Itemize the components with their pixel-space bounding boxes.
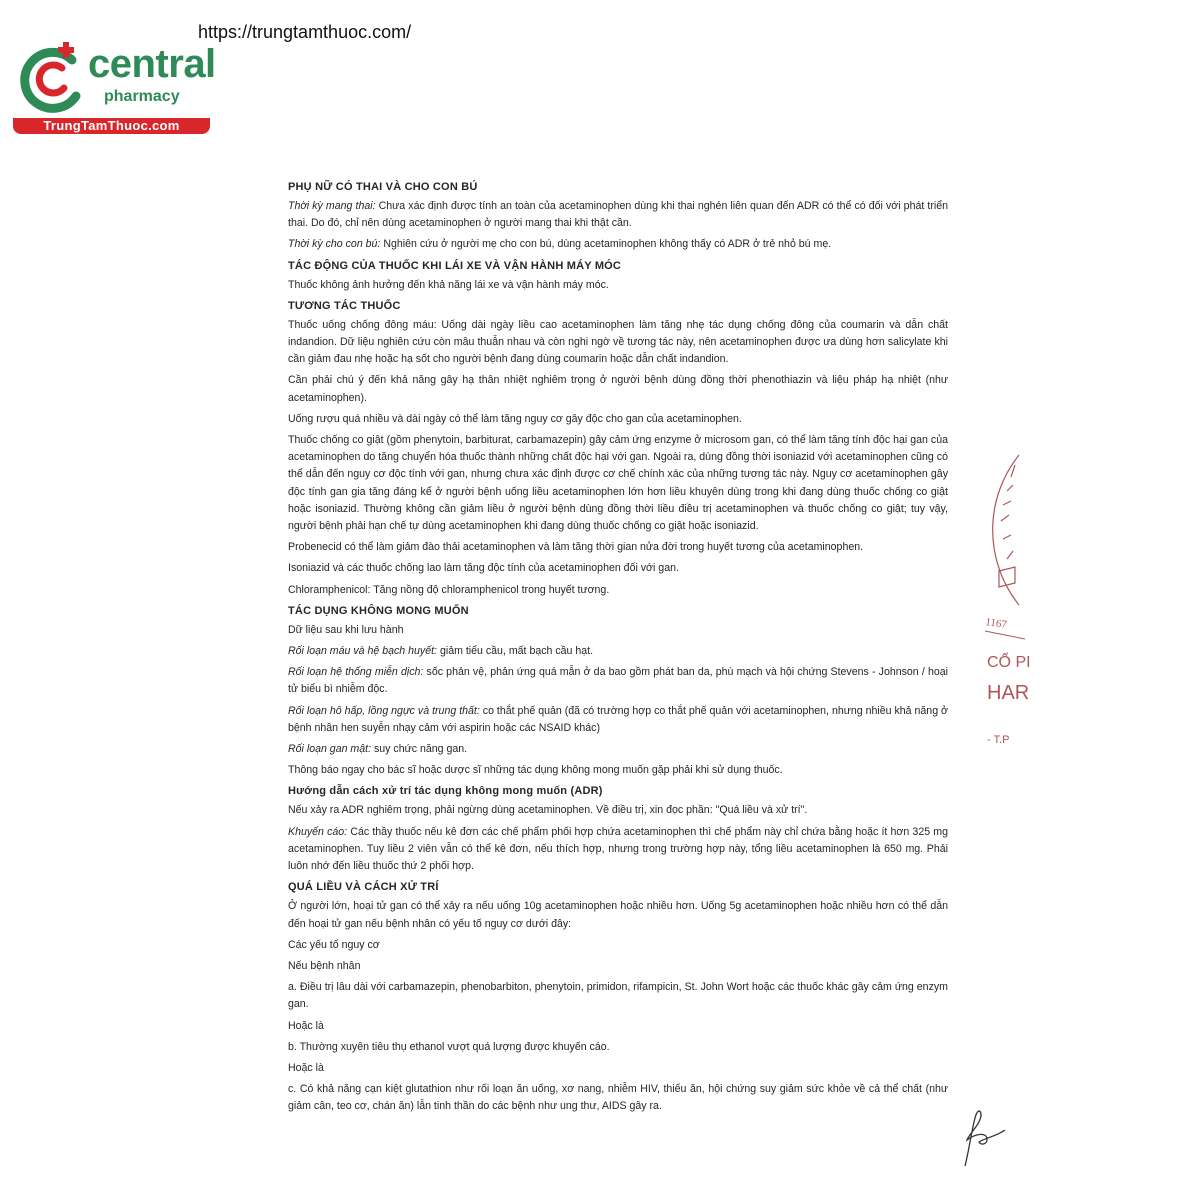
paragraph-text: Nghiên cứu ở người mẹ cho con bú, dùng acetaminophen không thấy có ADR ở trẻ nhỏ bú mẹ.	[380, 238, 832, 251]
paragraph: Dữ liệu sau khi lưu hành	[288, 623, 404, 636]
paragraph-text: Các thầy thuốc nếu kê đơn các chế phẩm phối hợp chứa acetaminophen thì chế phẩm này chỉ chứa bằng hoặc ít hơn 325 mg acetaminophen. Tuy liều 2 viên vẫn có thể kê đơn, nếu thích hợp, nhưng trong trường hợp này, tổng liều acetaminophen là 650 mg. Phải luôn nhớ đến liều thuốc thứ 2 phối hợp.	[288, 825, 948, 873]
logo-banner: TrungTamThuoc.com	[13, 118, 210, 134]
paragraph	[288, 741, 948, 758]
paragraph: Nếu xảy ra ADR nghiêm trọng, phải ngừng dùng acetaminophen. Về điều trị, xin đọc phần: "Quá liều và xử trí".	[288, 804, 808, 817]
paragraph: Hoặc là	[288, 1061, 324, 1074]
stamp-line-company: CỔ PI	[987, 654, 1031, 671]
paragraph: Isoniazid và các thuốc chống lao làm tăng độc tính của acetaminophen đối với gan.	[288, 562, 679, 575]
paragraph: Cần phải chú ý đến khả năng gây hạ thân nhiệt nghiêm trọng ở người bệnh dùng đồng thời phenothiazin và liệu pháp hạ nhiệt (như acetaminophen).	[288, 374, 948, 404]
signature	[955, 1100, 1015, 1170]
paragraph: Ở người lớn, hoại tử gan có thể xảy ra nếu uống 10g acetaminophen hoặc nhiều hơn. Uống 5g acetaminophen hoặc nhiều hơn có thể dẫn đến hoại tử gan nếu bệnh nhân có yếu tố nguy cơ dưới đây:	[288, 900, 948, 930]
section-heading: TƯƠNG TÁC THUỐC	[288, 299, 401, 312]
paragraph	[288, 664, 948, 698]
paragraph: Thuốc uống chống đông máu: Uống dài ngày liều cao acetaminophen làm tăng nhẹ tác dụng chống đông của coumarin và dẫn chất indandion. Dữ liệu nghiên cứu còn mâu thuẫn nhau và còn nghi ngờ về tương tác này, nên acetaminophen được ưa dùng hơn salicylate khi cần giảm đau nhẹ hoặc hạ sốt cho người bệnh đang dùng coumarin hoặc dẫn chất indandion.	[288, 318, 948, 366]
paragraph: Thông báo ngay cho bác sĩ hoặc dược sĩ những tác dụng không mong muốn gặp phải khi sử dụng thuốc.	[288, 764, 783, 777]
paragraph-lead: Rối loạn gan mật:	[288, 743, 372, 756]
paragraph-text: co thắt phế quản (đã có trường hợp co thắt phế quản với acetaminophen, nhưng nhiều khả năng ở bệnh nhân hen suyễn nhạy cảm với aspirin hoặc các NSAID khác)	[288, 704, 948, 734]
stamp-line-pharma: HAR	[987, 682, 1030, 704]
paragraph: Các yếu tố nguy cơ	[288, 938, 380, 951]
paragraph-text: Chưa xác định được tính an toàn của acetaminophen dùng khi thai nghén liên quan đến ADR có thể có đối với phát triển thai. Do đó, chỉ nên dùng acetaminophen ở người mang thai khi thật cần.	[288, 200, 948, 230]
paragraph: Chloramphenicol: Tăng nồng độ chloramphenicol trong huyết tương.	[288, 583, 610, 596]
paragraph: Thuốc không ảnh hưởng đến khả năng lái xe và vận hành máy móc.	[288, 278, 609, 291]
paragraph	[288, 703, 948, 737]
paragraph: Nếu bệnh nhân	[288, 959, 361, 972]
paragraph-lead: Thời kỳ mang thai:	[288, 200, 376, 212]
paragraph: Uống rượu quá nhiều và dài ngày có thể làm tăng nguy cơ gây độc cho gan của acetaminophen.	[288, 412, 742, 425]
paragraph-lead: Rối loạn hệ thống miễn dịch:	[288, 666, 424, 679]
paragraph-text: giảm tiểu cầu, mất bạch cầu hạt.	[437, 645, 594, 658]
paragraph: Thuốc chống co giật (gồm phenytoin, barbiturat, carbamazepin) gây cảm ứng enzyme ở microsom gan, có thể làm tăng tính độc hại gan của acetaminophen do tăng chuyển hóa thuốc thành những chất độc hại với gan. Ngoài ra, dùng đồng thời isoniazid với acetaminophen cũng có thể dẫn đến nguy cơ độc tính với gan, nhưng chưa xác định được cơ chế chính xác của những tương tác này. Nguy cơ acetaminophen gây độc tính gan gia tăng đáng kể ở người bệnh uống liều acetaminophen lớn hơn liều khuyên dùng trong khi đang dùng thuốc chống co giật hoặc isoniazid. Thường không cần giảm liều ở người bệnh dùng đồng thời liều điều trị acetaminophen và thuốc chống co giật; tuy vậy, người bệnh phải hạn chế tự dùng acetaminophen khi đang dùng thuốc chống co giật hoặc isoniazid.	[288, 434, 948, 533]
paragraph	[288, 643, 948, 660]
paragraph: Hoặc là	[288, 1019, 324, 1032]
logo-subtitle: pharmacy	[104, 88, 180, 105]
paragraph-text: sốc phản vệ, phản ứng quá mẫn ở da bao gồm phát ban da, phù mạch và hội chứng Stevens - Johnson / hoại tử biểu bì nhiễm độc.	[288, 666, 948, 696]
stamp-line-city: - T.P	[987, 734, 1010, 746]
section-heading: Hướng dẫn cách xử trí tác dụng không mong muốn (ADR)	[288, 785, 603, 798]
paragraph: b. Thường xuyên tiêu thụ ethanol vượt quá lượng được khuyến cáo.	[288, 1040, 610, 1053]
paragraph: a. Điều trị lâu dài với carbamazepin, phenobarbiton, phenytoin, primidon, rifampicin, St. John Wort hoặc các thuốc khác gây cảm ứng enzym gan.	[288, 981, 948, 1011]
paragraph-lead: Thời kỳ cho con bú:	[288, 238, 381, 251]
paragraph	[288, 824, 948, 876]
section-heading: TÁC DỤNG KHÔNG MONG MUỐN	[288, 604, 469, 617]
paragraph-lead: Rối loạn máu và hệ bạch huyết:	[288, 645, 437, 658]
section-heading: TÁC ĐỘNG CỦA THUỐC KHI LÁI XE VÀ VẬN HÀNH MÁY MÓC	[288, 259, 622, 272]
paragraph-lead: Rối loạn hô hấp, lồng ngực và trung thất:	[288, 704, 480, 717]
section-heading: PHỤ NỮ CÓ THAI VÀ CHO CON BÚ	[288, 181, 478, 193]
leaflet-text	[288, 178, 948, 1120]
stamp-number: 1167	[984, 616, 1008, 631]
paragraph: c. Có khả năng cạn kiệt glutathion như rối loạn ăn uống, xơ nang, nhiễm HIV, thiếu ăn, hội chứng suy giảm sức khỏe về cả thể chất (như giảm cân, teo cơ, chán ăn) lẫn tinh thần do các bệnh như ung thư, AIDS gây ra.	[288, 1083, 948, 1113]
paragraph	[288, 236, 948, 253]
section-heading: QUÁ LIỀU VÀ CÁCH XỬ TRÍ	[288, 881, 439, 894]
source-url: https://trungtamthuoc.com/	[198, 22, 412, 42]
paragraph-text: suy chức năng gan.	[371, 743, 468, 756]
paragraph	[288, 198, 948, 232]
company-seal-stamp	[984, 455, 1031, 755]
paragraph: Probenecid có thể làm giảm đào thải acetaminophen và làm tăng thời gian nửa đời trong huyết tương của acetaminophen.	[288, 541, 864, 554]
paragraph-lead: Khuyến cáo:	[288, 825, 348, 838]
logo-wordmark: central	[88, 42, 216, 86]
